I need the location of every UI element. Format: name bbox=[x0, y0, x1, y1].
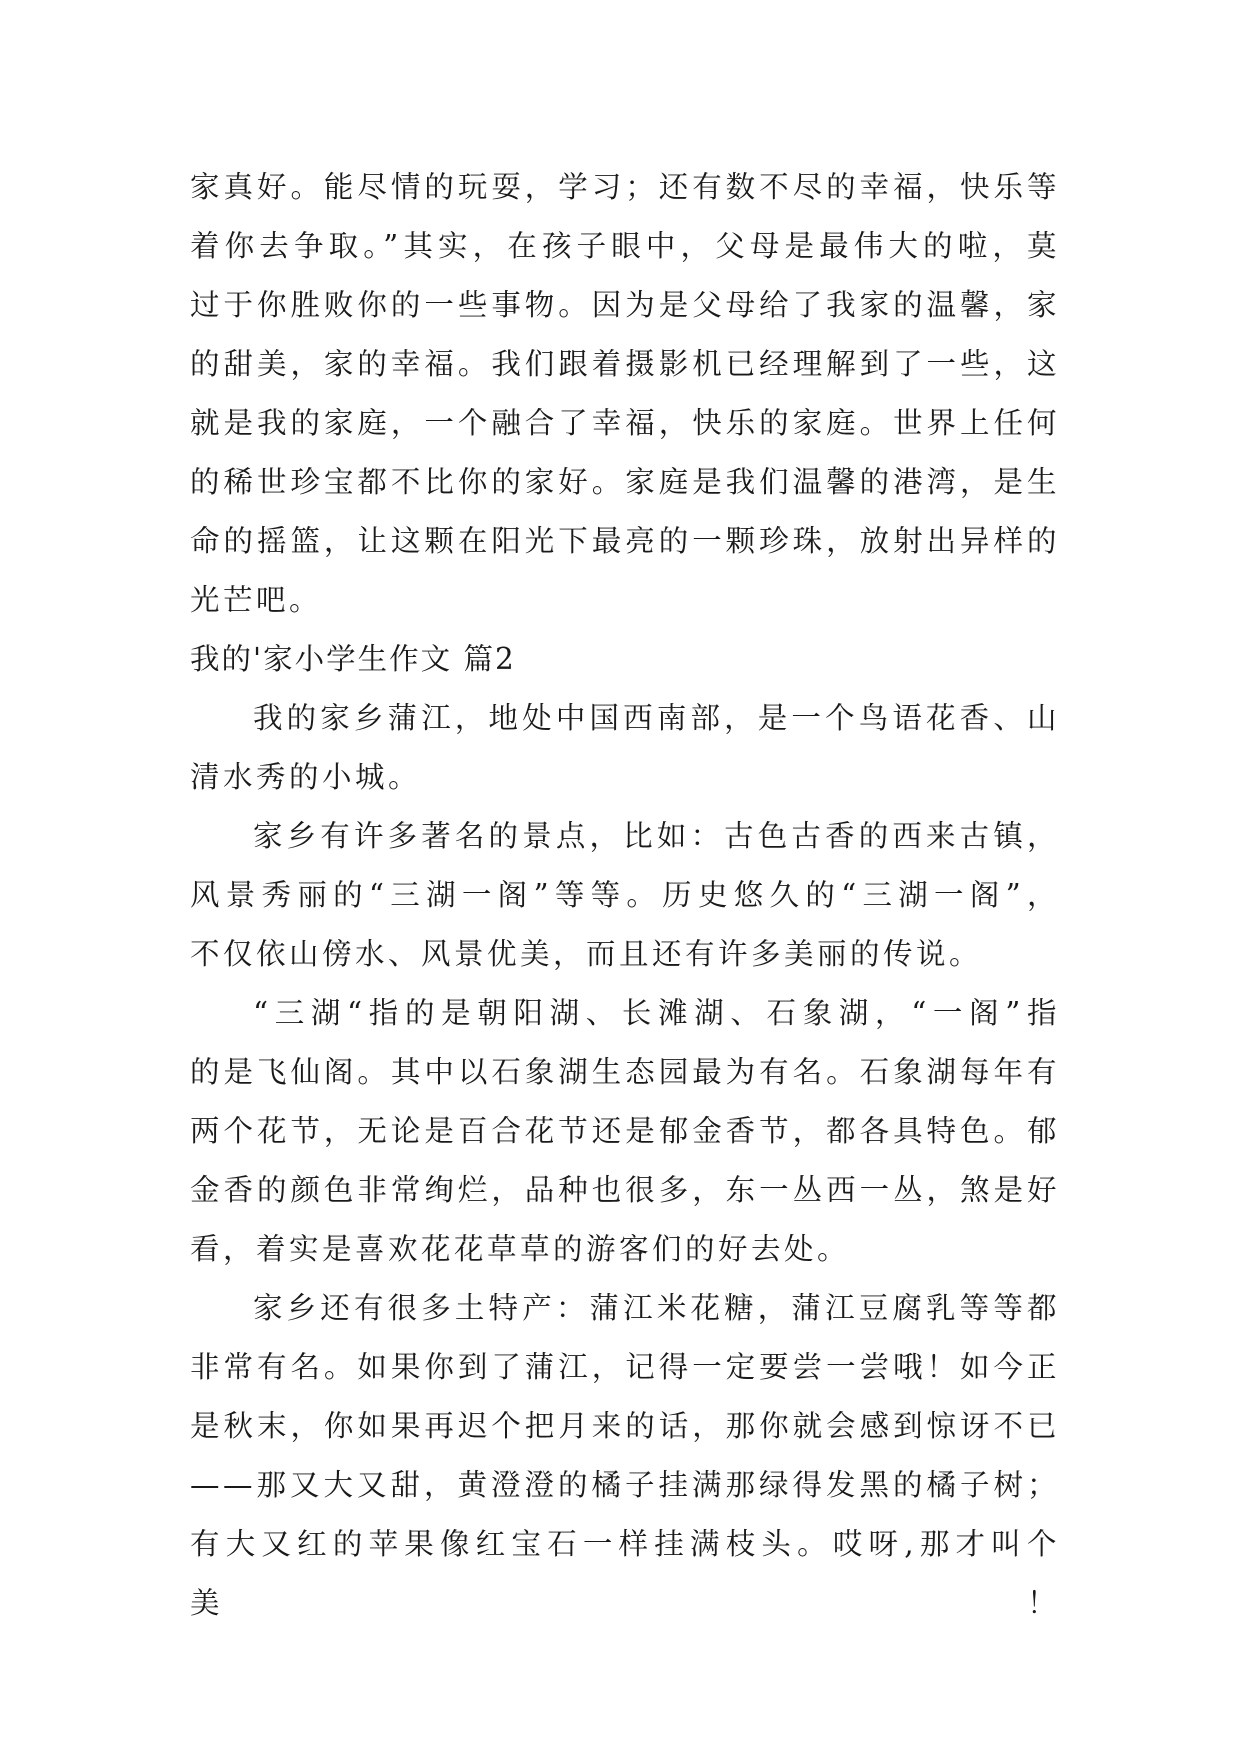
text-line: 看，着实是喜欢花花草草的游客们的好去处。 bbox=[190, 1232, 851, 1266]
document-page bbox=[190, 158, 1060, 1620]
text-line: 光芒吧。 bbox=[190, 583, 323, 617]
text-line: 的甜美，家的幸福。我们跟着摄影机已经理解到了一些，这 bbox=[190, 347, 1060, 381]
text-line: 家乡还有很多土特产：蒲江米花糖，蒲江豆腐乳等等都 bbox=[253, 1291, 1060, 1325]
paragraph-intro bbox=[190, 689, 1060, 807]
text-line: 是秋末，你如果再迟个把月来的话，那你就会感到惊讶不已 bbox=[190, 1409, 1060, 1443]
text-line: “三湖“指的是朝阳湖、长滩湖、石象湖，“一阁”指 bbox=[253, 996, 1060, 1030]
text-line: 有大又红的苹果像红宝石一样挂满枝头。哎呀,那才叫个美！ bbox=[190, 1527, 1060, 1620]
section-heading bbox=[190, 630, 1060, 689]
text-line: 非常有名。如果你到了蒲江，记得一定要尝一尝哦！如今正 bbox=[190, 1350, 1060, 1384]
text-line: 的稀世珍宝都不比你的家好。家庭是我们温馨的港湾，是生 bbox=[190, 465, 1060, 499]
text-line: 金香的颜色非常绚烂，品种也很多，东一丛西一丛，煞是好 bbox=[190, 1173, 1060, 1207]
text-line: ——那又大又甜，黄澄澄的橘子挂满那绿得发黑的橘子树； bbox=[190, 1468, 1060, 1502]
paragraph-specialties bbox=[190, 1279, 1060, 1620]
text-line: 我的家乡蒲江，地处中国西南部，是一个鸟语花香、山 bbox=[253, 701, 1060, 735]
paragraph-lakes bbox=[190, 984, 1060, 1279]
text-line: 的是飞仙阁。其中以石象湖生态园最为有名。石象湖每年有 bbox=[190, 1055, 1060, 1089]
paragraph-continuation bbox=[190, 158, 1060, 630]
text-line: 命的摇篮，让这颗在阳光下最亮的一颗珍珠，放射出异样的 bbox=[190, 524, 1060, 558]
text-line: 家真好。能尽情的玩耍，学习；还有数不尽的幸福，快乐等 bbox=[190, 170, 1060, 204]
heading-text: 我的'家小学生作文 篇2 bbox=[190, 642, 516, 676]
text-line: 就是我的家庭，一个融合了幸福，快乐的家庭。世界上任何 bbox=[190, 406, 1060, 440]
text-line: 不仅依山傍水、风景优美，而且还有许多美丽的传说。 bbox=[190, 937, 983, 971]
text-line: 两个花节，无论是百合花节还是郁金香节，都各具特色。郁 bbox=[190, 1114, 1060, 1148]
paragraph-scenery bbox=[190, 807, 1060, 984]
text-line: 过于你胜败你的一些事物。因为是父母给了我家的温馨，家 bbox=[190, 288, 1060, 322]
text-line: 着你去争取。”其实，在孩子眼中，父母是最伟大的啦，莫 bbox=[190, 229, 1060, 263]
text-line: 清水秀的小城。 bbox=[190, 760, 422, 794]
text-line: 风景秀丽的“三湖一阁”等等。历史悠久的“三湖一阁”， bbox=[190, 878, 1060, 912]
text-line: 家乡有许多著名的景点，比如：古色古香的西来古镇， bbox=[253, 819, 1060, 853]
